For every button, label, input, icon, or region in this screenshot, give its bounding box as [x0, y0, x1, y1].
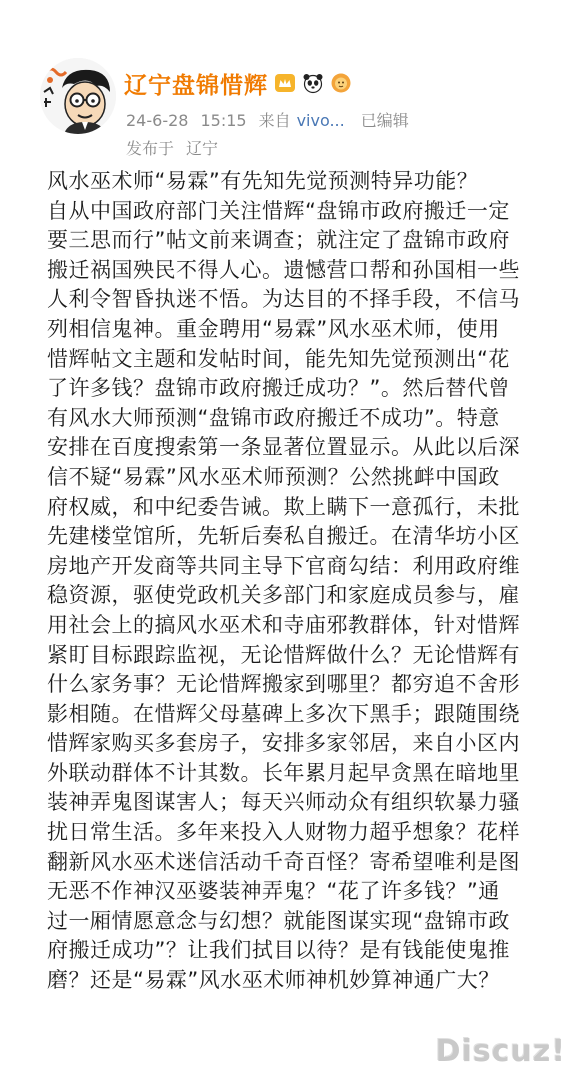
body-line: 过一厢情愿意念与幻想？就能图谋实现“盘锦市政: [47, 908, 510, 933]
discuz-watermark: Discuz!: [435, 1034, 566, 1069]
post-date: 24-6-28: [126, 111, 189, 130]
author-name-row: [124, 68, 352, 98]
body-line: 府搬迁成功”？让我们拭目以待？是有钱能使鬼推: [47, 938, 510, 963]
device-link[interactable]: vivo...: [296, 111, 345, 130]
edited-label[interactable]: 已编辑: [360, 111, 409, 130]
location-place: 辽宁: [186, 139, 219, 158]
body-line: 扰日常生活。多年来投入人财物力超乎想象？花样: [47, 820, 520, 845]
location-prefix: 发布于: [126, 139, 175, 158]
body-line: 信不疑“易霖”风水巫术师预测？公然挑衅中国政: [47, 464, 500, 489]
body-line: 了许多钱？盘锦市政府搬迁成功？”。然后替代曾: [47, 376, 510, 401]
author-name[interactable]: 辽宁盘锦惜辉: [124, 72, 268, 99]
body-line: 风水巫术师“易霖”有先知先觉预测特异功能？: [47, 169, 479, 193]
body-line: 紧盯目标跟踪监视，无论惜辉做什么？无论惜辉有: [47, 642, 520, 667]
body-line: 房地产开发商等共同主导下官商勾结：利用政府维: [47, 553, 520, 578]
body-line: 惜辉帖文主题和发帖时间，能先知先觉预测出“花: [47, 346, 510, 371]
crown-badge-icon[interactable]: [274, 72, 296, 94]
body-line: 府权威，和中纪委告诫。欺上瞒下一意孤行，未批: [47, 494, 520, 519]
source-prefix: 来自: [258, 111, 291, 130]
body-line: 影相随。在惜辉父母墓碑上多次下黑手；跟随围绕: [47, 701, 520, 726]
body-line: 什么家务事？无论惜辉搬家到哪里？都穷追不舍形: [47, 672, 520, 697]
body-line: 稳资源，驱使党政机关多部门和家庭成员参与，雇: [47, 583, 520, 608]
post-location: [126, 136, 230, 159]
body-line: 无恶不作神汉巫婆装神弄鬼？“花了许多钱？”通: [47, 879, 500, 904]
body-line: 用社会上的搞风水巫术和寺庙邪教群体，针对惜辉: [47, 612, 520, 637]
cartoon-face-avatar-icon: [40, 58, 116, 134]
lion-icon[interactable]: [330, 72, 352, 94]
body-line: 先建楼堂馆所，先斩后奏私自搬迁。在清华坊小区: [47, 524, 520, 549]
post-time: 15:15: [200, 111, 247, 130]
body-line: 自从中国政府部门关注惜辉“盘锦市政府搬迁一定: [47, 198, 510, 223]
body-line: 列相信鬼神。重金聘用“易霖”风水巫术师，使用: [47, 316, 500, 341]
body-line: 有风水大师预测“盘锦市政府搬迁不成功”。特意: [47, 405, 500, 430]
body-line: 磨？还是“易霖”风水巫术师神机妙算神通广大？: [47, 968, 500, 993]
body-line: 要三思而行”帖文前来调查；就注定了盘锦市政府: [47, 228, 510, 253]
post-header: [40, 58, 560, 158]
post-body: [47, 167, 547, 996]
body-line: 人利令智昏执迷不悟。为达目的不择手段，不信马: [47, 287, 520, 312]
post-meta: [126, 108, 421, 131]
body-line: 外联动群体不计其数。长年累月起早贪黑在暗地里: [47, 760, 520, 785]
avatar[interactable]: [40, 58, 116, 134]
panda-icon[interactable]: [302, 72, 324, 94]
body-line: 搬迁祸国殃民不得人心。遗憾营口帮和孙国相一些: [47, 257, 520, 282]
body-line: 翻新风水巫术迷信活动千奇百怪？寄希望唯利是图: [47, 849, 520, 874]
body-line: 装神弄鬼图谋害人；每天兴师动众有组织软暴力骚: [47, 790, 520, 815]
body-line: 安排在百度搜索第一条显著位置显示。从此以后深: [47, 435, 520, 460]
body-line: 惜辉家购买多套房子，安排多家邻居，来自小区内: [47, 731, 520, 756]
